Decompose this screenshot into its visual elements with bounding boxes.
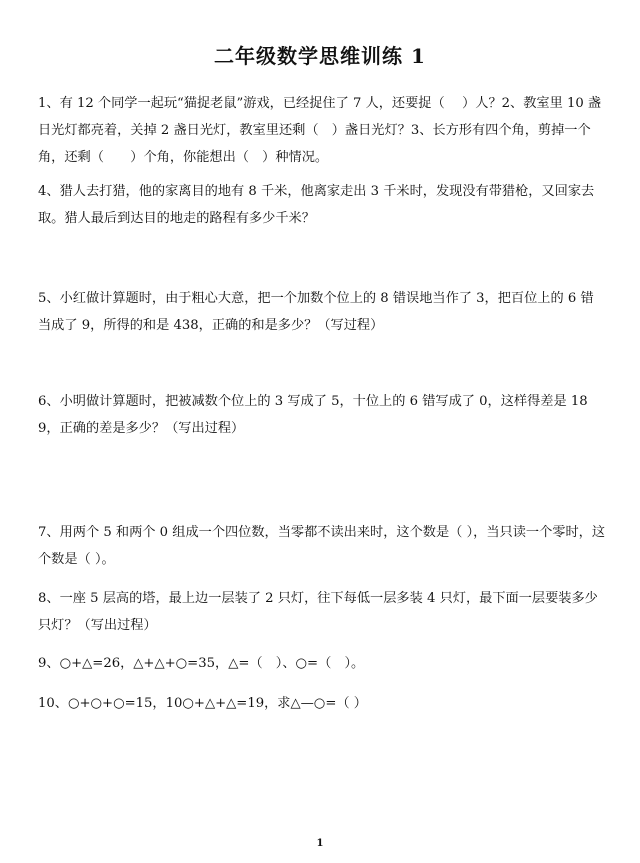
question-7: 7、用两个 5 和两个 0 组成一个四位数，当零都不读出来时，这个数是（ ），当只读一个零时，这个数是（ ）。: [38, 525, 606, 567]
question-5: 5、小红做计算题时，由于粗心大意，把一个加数个位上的 8 错误地当作了 3，把百位上的 6 错当成了 9，所得的和是 438，正确的和是多少？（写过程）: [38, 291, 594, 333]
question-8: 8、一座 5 层高的塔，最上边一层装了 2 只灯，往下每低一层多装 4 只灯，最下面一层要装多少只灯？（写出过程）: [38, 591, 598, 633]
question-6: 6、小明做计算题时，把被减数个位上的 3 写成了 5，十位上的 6 错写成了 0，这样得差是 189，正确的差是多少？（写出过程）: [38, 394, 588, 436]
question-10: 10、○+○+○=15，10○+△+△=19，求△—○=（ ）: [38, 696, 367, 711]
question-4: 4、猎人去打猎，他的家离目的地有 8 千米，他离家走出 3 千米时，发现没有带猎枪，又回家去取。猎人最后到达目的地走的路程有多少千米？: [38, 184, 595, 226]
question-1-3: 1、有 12 个同学一起玩“猫捉老鼠”游戏，已经捉住了 7 人，还要捉（ ）人？2、教室里 10 盏日光灯都亮着，关掉 2 盏日光灯，教室里还剩（ ）盏日光灯？3、长方形有四个角，剪掉一个角，还剩（ ）个角，你能想出（ ）种情况。: [38, 96, 602, 165]
page-number: 1: [316, 838, 324, 849]
question-9: 9、○+△=26，△+△+○=35，△=（ ）、○=（ ）。: [38, 656, 365, 671]
page-title: 二年级数学思维训练 1: [214, 44, 426, 68]
